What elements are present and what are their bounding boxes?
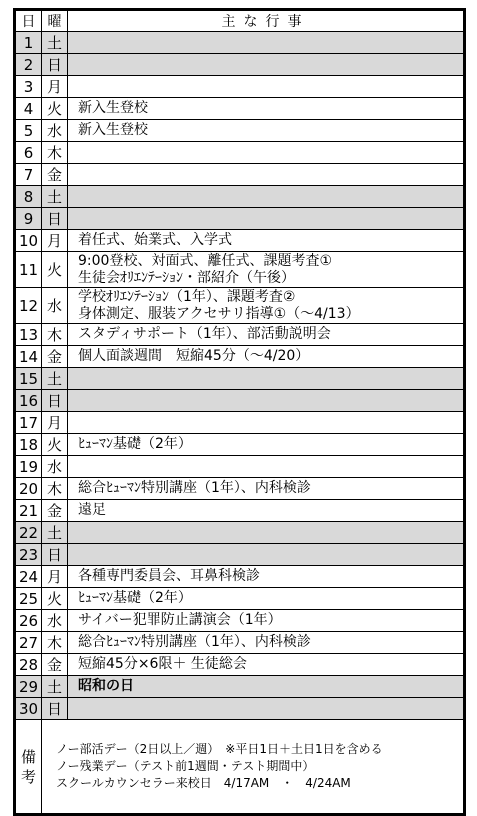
event-cell <box>68 610 464 632</box>
event-text: 身体測定、服装アクセサリ指導①（～4/13） <box>78 305 360 322</box>
event-cell <box>68 324 464 346</box>
event-cell <box>68 76 464 98</box>
notes-label-char: 備 <box>20 747 36 766</box>
day-row <box>16 500 464 522</box>
event-text: 総合ﾋｭｰﾏﾝ特別講座（1年）、内科検診 <box>78 634 311 650</box>
day-number: 30 <box>16 698 42 720</box>
weekday: 水 <box>42 610 68 632</box>
day-number: 8 <box>16 186 42 208</box>
day-number: 16 <box>16 390 42 412</box>
header-day: 日 <box>16 11 42 32</box>
weekday: 土 <box>42 676 68 698</box>
weekday: 日 <box>42 54 68 76</box>
event-cell <box>68 566 464 588</box>
event-text: 9:00登校、対面式、離任式、課題考査① <box>78 252 332 269</box>
day-row <box>16 610 464 632</box>
weekday: 金 <box>42 500 68 522</box>
weekday: 日 <box>42 544 68 566</box>
day-row <box>16 252 464 288</box>
event-cell <box>68 186 464 208</box>
day-number: 6 <box>16 142 42 164</box>
event-text: スタディサポート（1年）、部活動説明会 <box>78 326 331 342</box>
header-row <box>16 11 464 32</box>
event-cell <box>68 288 464 324</box>
weekday: 土 <box>42 522 68 544</box>
day-row <box>16 186 464 208</box>
weekday: 日 <box>42 390 68 412</box>
event-cell <box>68 632 464 654</box>
day-row <box>16 566 464 588</box>
day-number: 19 <box>16 456 42 478</box>
event-cell <box>68 434 464 456</box>
weekday: 火 <box>42 588 68 610</box>
weekday: 月 <box>42 412 68 434</box>
weekday: 木 <box>42 632 68 654</box>
day-row <box>16 522 464 544</box>
weekday: 金 <box>42 164 68 186</box>
weekday: 土 <box>42 32 68 54</box>
event-cell <box>68 412 464 434</box>
day-row <box>16 434 464 456</box>
weekday: 月 <box>42 566 68 588</box>
day-number: 14 <box>16 346 42 368</box>
event-text: 各種専門委員会、耳鼻科検診 <box>78 568 260 584</box>
event-text: サイバー犯罪防止講演会（1年） <box>78 612 282 628</box>
weekday: 水 <box>42 288 68 324</box>
weekday: 土 <box>42 186 68 208</box>
day-number: 22 <box>16 522 42 544</box>
day-number: 20 <box>16 478 42 500</box>
schedule-table <box>15 10 464 814</box>
day-row <box>16 588 464 610</box>
day-number: 23 <box>16 544 42 566</box>
weekday: 水 <box>42 456 68 478</box>
event-text: 生徒会ｵﾘｴﾝﾃｰｼｮﾝ・部紹介（午後） <box>78 269 295 286</box>
event-cell <box>68 98 464 120</box>
day-row <box>16 456 464 478</box>
day-number: 13 <box>16 324 42 346</box>
day-row <box>16 368 464 390</box>
day-number: 5 <box>16 120 42 142</box>
day-number: 12 <box>16 288 42 324</box>
day-number: 4 <box>16 98 42 120</box>
day-row <box>16 76 464 98</box>
weekday: 日 <box>42 698 68 720</box>
weekday: 火 <box>42 98 68 120</box>
day-number: 1 <box>16 32 42 54</box>
event-cell <box>68 208 464 230</box>
event-text: 遠足 <box>78 502 106 518</box>
day-row <box>16 654 464 676</box>
event-cell <box>68 252 464 288</box>
day-number: 3 <box>16 76 42 98</box>
event-cell <box>68 54 464 76</box>
day-row <box>16 120 464 142</box>
event-cell <box>68 698 464 720</box>
day-row <box>16 544 464 566</box>
day-row <box>16 478 464 500</box>
event-cell <box>68 654 464 676</box>
weekday: 火 <box>42 434 68 456</box>
day-number: 21 <box>16 500 42 522</box>
day-row <box>16 324 464 346</box>
day-row <box>16 632 464 654</box>
notes-row <box>16 720 464 814</box>
day-row <box>16 208 464 230</box>
day-row <box>16 676 464 698</box>
day-row <box>16 142 464 164</box>
weekday: 木 <box>42 324 68 346</box>
event-cell <box>68 676 464 698</box>
day-row <box>16 54 464 76</box>
day-row <box>16 164 464 186</box>
event-cell <box>68 32 464 54</box>
notes-label <box>16 720 42 814</box>
event-cell <box>68 588 464 610</box>
weekday: 土 <box>42 368 68 390</box>
day-number: 9 <box>16 208 42 230</box>
event-text: 個人面談週間 短縮45分（～4/20） <box>78 348 310 364</box>
event-cell <box>68 164 464 186</box>
day-number: 24 <box>16 566 42 588</box>
weekday: 木 <box>42 142 68 164</box>
monthly-schedule-sheet <box>13 8 466 816</box>
day-number: 11 <box>16 252 42 288</box>
event-cell <box>68 522 464 544</box>
event-cell <box>68 230 464 252</box>
event-cell <box>68 142 464 164</box>
day-number: 26 <box>16 610 42 632</box>
day-row <box>16 98 464 120</box>
header-events: 主な行事 <box>68 11 464 32</box>
notes-label-char: 考 <box>20 767 36 786</box>
event-text: ﾋｭｰﾏﾝ基礎（2年） <box>78 436 192 452</box>
weekday: 木 <box>42 478 68 500</box>
event-cell <box>68 456 464 478</box>
day-row <box>16 288 464 324</box>
weekday: 金 <box>42 654 68 676</box>
event-cell <box>68 544 464 566</box>
day-row <box>16 346 464 368</box>
weekday: 月 <box>42 76 68 98</box>
event-text: 短縮45分×6限＋ 生徒総会 <box>78 656 247 672</box>
day-number: 29 <box>16 676 42 698</box>
event-text: 昭和の日 <box>78 678 134 694</box>
day-number: 25 <box>16 588 42 610</box>
day-number: 15 <box>16 368 42 390</box>
header-weekday: 曜 <box>42 11 68 32</box>
event-cell <box>68 390 464 412</box>
event-text: 新入生登校 <box>78 100 148 116</box>
day-row <box>16 32 464 54</box>
event-cell <box>68 368 464 390</box>
notes-body <box>42 720 464 814</box>
notes-line: ノー部活デー（2日以上／週） ※平日1日＋土日1日を含める <box>56 742 383 756</box>
event-text: ﾋｭｰﾏﾝ基礎（2年） <box>78 590 192 606</box>
weekday: 水 <box>42 120 68 142</box>
notes-line: ノー残業デー（テスト前1週間・テスト期間中） <box>56 759 315 773</box>
event-cell <box>68 478 464 500</box>
event-cell <box>68 120 464 142</box>
day-number: 27 <box>16 632 42 654</box>
event-cell <box>68 346 464 368</box>
day-row <box>16 390 464 412</box>
weekday: 金 <box>42 346 68 368</box>
day-number: 7 <box>16 164 42 186</box>
weekday: 火 <box>42 252 68 288</box>
day-number: 28 <box>16 654 42 676</box>
event-text: 着任式、始業式、入学式 <box>78 232 232 248</box>
event-text: 総合ﾋｭｰﾏﾝ特別講座（1年）、内科検診 <box>78 480 311 496</box>
day-number: 10 <box>16 230 42 252</box>
notes-line: スクールカウンセラー来校日 4/17AM ・ 4/24AM <box>56 776 351 790</box>
event-text: 新入生登校 <box>78 122 148 138</box>
weekday: 月 <box>42 230 68 252</box>
day-row <box>16 698 464 720</box>
day-row <box>16 412 464 434</box>
event-text: 学校ｵﾘｴﾝﾃｰｼｮﾝ（1年）、課題考査② <box>78 288 296 305</box>
day-number: 2 <box>16 54 42 76</box>
event-cell <box>68 500 464 522</box>
day-number: 18 <box>16 434 42 456</box>
day-row <box>16 230 464 252</box>
weekday: 日 <box>42 208 68 230</box>
day-number: 17 <box>16 412 42 434</box>
